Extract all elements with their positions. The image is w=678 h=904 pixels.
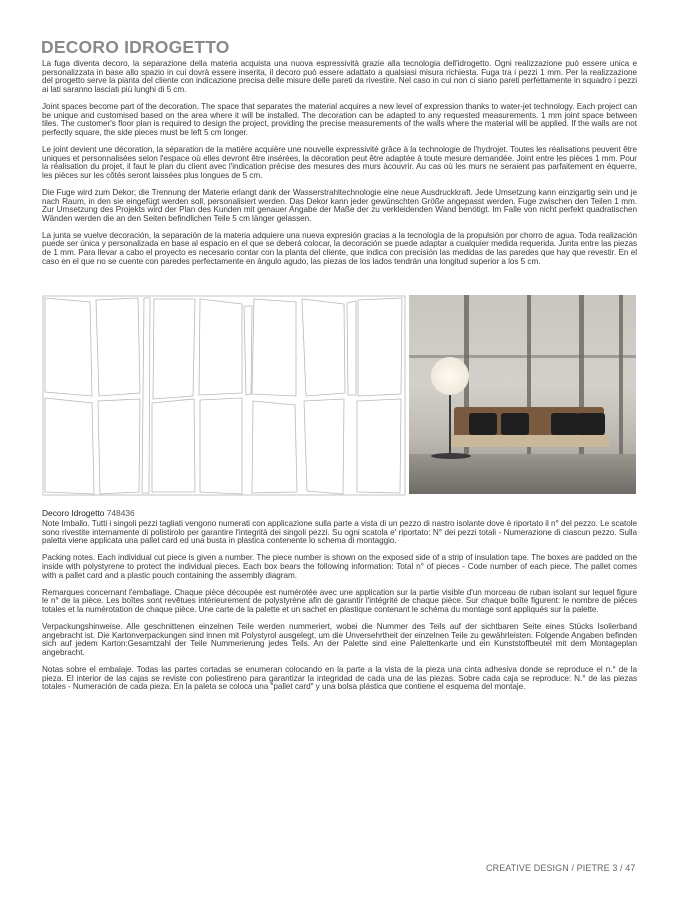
product-name: Decoro Idrogetto bbox=[42, 508, 105, 518]
paragraph-de: Die Fuge wird zum Dekor; die Trennung der Materie erlangt dank der Wasserstrahltechnologie eine neue Ausdruckkraft. Jede Umsetzung kann einzigartig sein und je nach Raum, in den sie eingefügt werden soll, personalisiert werden. Das Dekor kann jeder gewünschten Größe angepasst werden. Fuge zwischen den Teilen 1 mm. Zur Umsetzung des Projekts wird der Plan des Kunden mit genauer Angabe der Maße der zu verkleidenden Wand benötigt. Im Falle von nicht perfekt quadratischen Wänden werden die an den Seiten befindlichen Teile 5 cm länger gelassen. bbox=[42, 187, 637, 223]
packing-es: Notas sobre el embalaje. Todas las partes cortadas se enumeran colocando en la parte a la vista de la pieza una cinta adhesiva donde se reproduce el n.° de la pieza. El interior de las cajas se reviste con poliestireno para garantizar la integridad de cada una de las piezas. Sobre cada caja se reproduce: N.° de las piezas totales - Numeración de cada pieza. En la paleta se coloca una "pallet card" y una bolsa plástica que contiene el esquema del montaje. bbox=[42, 665, 637, 692]
product-caption bbox=[42, 508, 135, 518]
packing-en: Packing notes. Each individual cut piece is given a number. The piece number is shown on the exposed side of a strip of insulation tape. The boxes are padded on the inside with polystyrene to protect the individual pieces. Each box bears the following information: Total n° of pieces - Code number of each piece. The pallet comes with a pallet card and a plastic pouch containing the assembly diagram. bbox=[42, 553, 637, 580]
description-text bbox=[42, 60, 637, 275]
tile-pattern-drawing bbox=[42, 295, 406, 496]
paragraph-it: La fuga diventa decoro, la separazione della materia acquista una nuova espressività grazie alla tecnologia dell'idrogetto. Ogni realizzazione può essere unica e personalizzata in base allo spazio in cui dovrà essere inserita, il decoro può essere adattato a qualsiasi misura richiesta. Fuga tra i pezzi 1 mm. Per la realizzazione del progetto serve la pianta del cliente con indicazione precisa delle misure delle pareti da rivestire. Nel caso in cui non ci siano pareti perfettamente in squadro i pezzi ai lati saranno lasciati più lunghi di 5 cm. bbox=[42, 59, 637, 94]
packing-it: Note Imballo. Tutti i singoli pezzi tagliati vengono numerati con applicazione sulla parte a vista di un pezzo di nastro isolante dove è riportato il n° del pezzo. Le scatole sono rivestite internamente di polistirolo per garantire l'integrità dei singoli pezzi. Su ogni scatola e' riportato: N° dei pezzi totali - Numerazione di ciascun pezzo. Sulla paletta viene applicata una pallet card ed una busta in plastica contenente lo schema di montaggio. bbox=[42, 519, 637, 546]
paragraph-es: La junta se vuelve decoración, la separación de la materia adquiere una nueva expresión gracias a la tecnologìa de la propulsión por chorro de agua. Toda realización puede ser única y personalizada en base al espacio en el que se deberá colocar, la decoración se puede adaptar a cualquier medida requerida. Junta entre las piezas de 1 mm. Para llevar a cabo el proyecto es necesario contar con la planta del cliente, que indica con precisión las medidas de las paredes que hay que revestir. En el caso en el que no se cuente con paredes perfectamente en ángulo agudo, las piezas de los lados tendrán una longitud superior a los 5 cm. bbox=[42, 230, 637, 266]
packing-de: Verpackungshinweise. Alle geschnittenen einzelnen Teile werden nummeriert, wobei die Nummer des Teils auf der sichtbaren Seite eines Stücks Isolierband angebracht ist. Die Kartonverpackungen sind innen mit Polystyrol ausgelegt, um die Unversehrtheit der einzelnen Teile zu gewährleisten. Folgende Angaben befinden sich auf jedem Karton:Gesamtzahl der Teile Nummerierung jedes Teils. An der Palette sind eine Palettenkarte und ein Kunststoffbeutel mit dem Montageplan angebracht. bbox=[42, 622, 637, 657]
paragraph-en: Joint spaces become part of the decoration. The space that separates the material acquires a new level of expression thanks to water-jet technology. Each project can be unique and customised based on the area where it will be installed. The decoration can be adapted to any requested measurements. 1 mm joint space between tiles. The customer's floor plan is required to design the project, providing the precise measurements of the walls where the material will be applied. If the walls are not perfectly square, the side pieces must be left 5 cm longer. bbox=[42, 101, 637, 137]
paper-lamp-icon bbox=[431, 357, 469, 395]
product-code: 748436 bbox=[106, 508, 135, 518]
paragraph-fr: Le joint devient une décoration, la séparation de la matière acquière une nouvelle expressivité grâce à la technologie de l'hydrojet. Toutes les réalisations peuvent être uniques et personnalisées selon l'espace où elles devront être insérées, la décoration peut être adaptée à toute mesure demandée. Joint entre les pièces 1 mm. Pour la réalisation du projet, il faut le plan du client avec l'indication précise des mesures des murs àcouvrir. Au cas où les murs ne seraient pas parfaitement en équerre, les pièces sur les côtés seront laissées plus longues de 5 cm. bbox=[42, 144, 637, 180]
packing-fr: Remarques concernant l'emballage. Chaque pièce découpée est numérotée avec une application sur la partie visible d'un morceau de ruban isolant sur lequel figure le n° de la pièce. Les boîtes sont revêtues intérieurement de polystyrène afin de garantir l'intégrité de chaque pièce. Sur chaque boîte figurent: le nombre de pièces totales et la numérotation de chaque pièce. Une carte de la palette et un sachet en plastique contenant le schéma du montage sont appliqués sur la palette. bbox=[42, 587, 637, 614]
page-footer: CREATIVE DESIGN / PIETRE 3 / 47 bbox=[486, 863, 636, 873]
interior-photo bbox=[409, 295, 636, 494]
page-title: DECORO IDROGETTO bbox=[41, 37, 230, 57]
packing-notes bbox=[42, 520, 637, 700]
